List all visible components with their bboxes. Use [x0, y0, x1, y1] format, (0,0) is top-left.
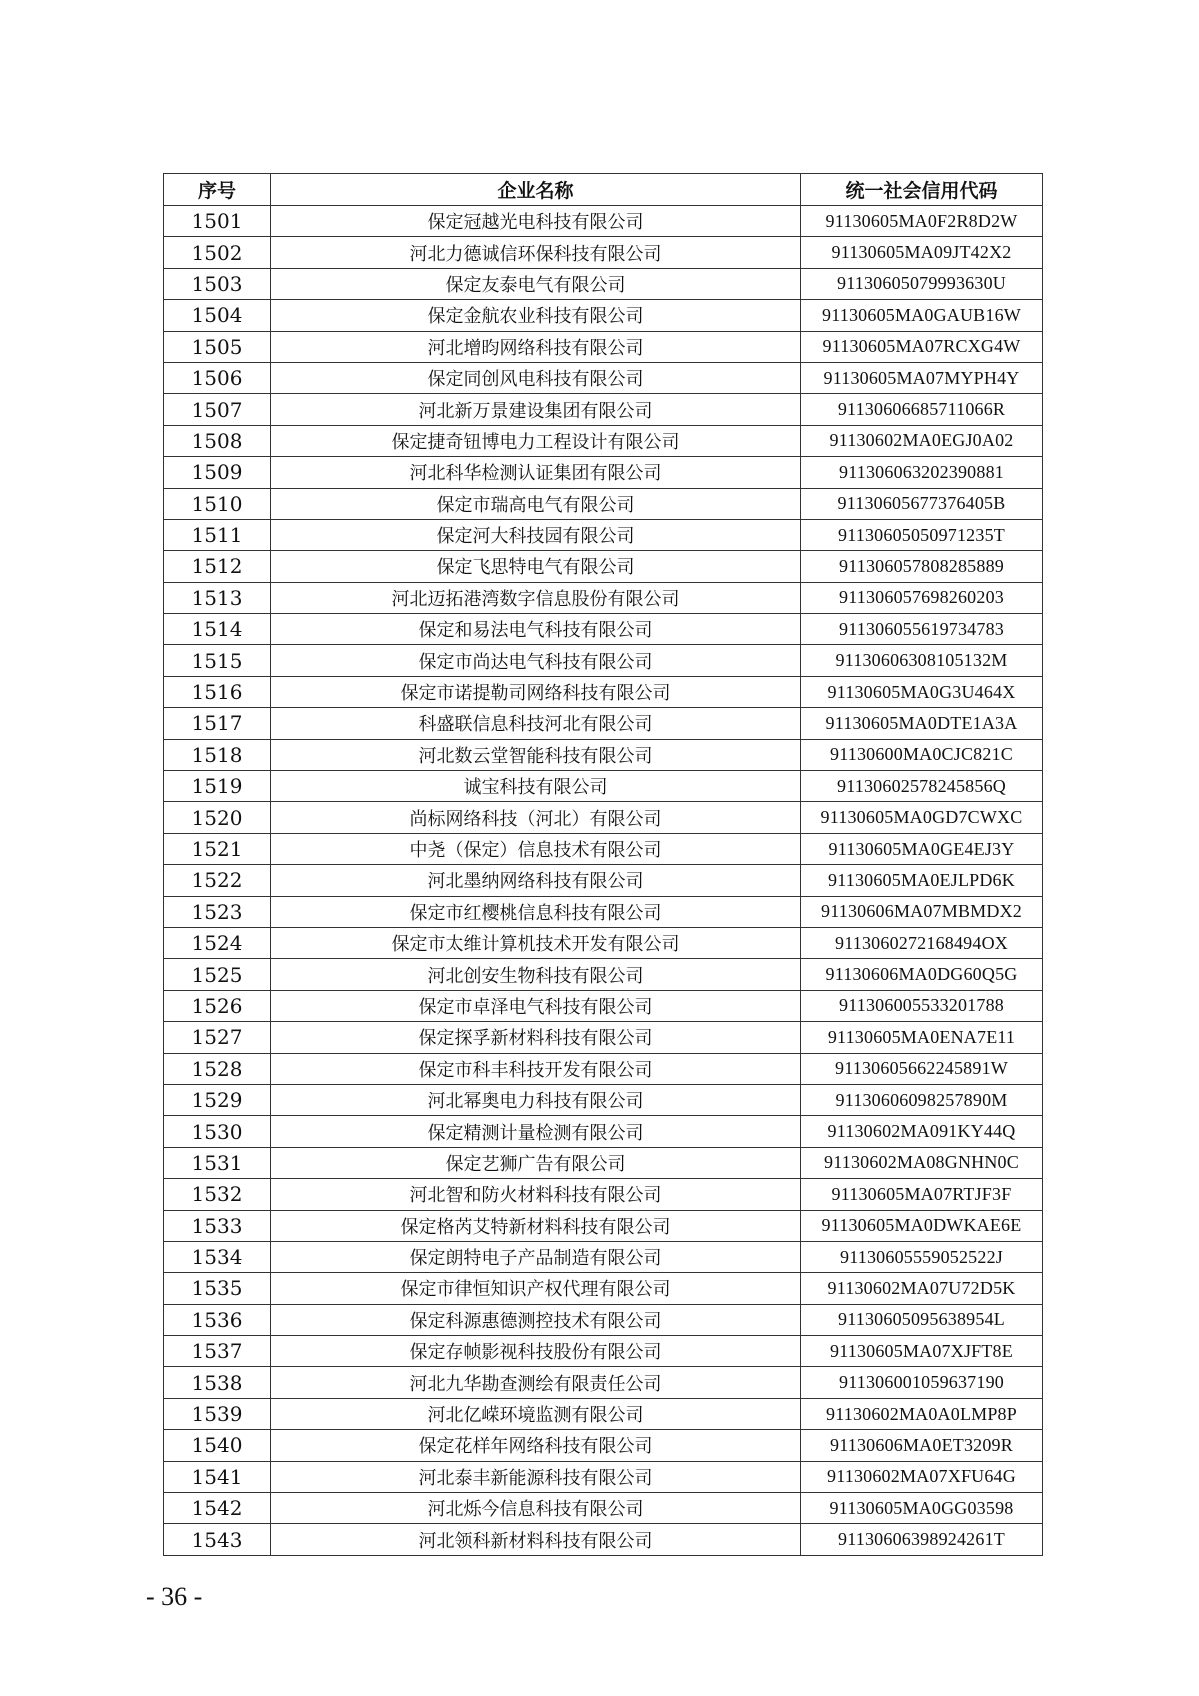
serial-number-cell: 1526 — [164, 990, 271, 1021]
table-row — [164, 1304, 1043, 1335]
table-row — [164, 1493, 1043, 1524]
credit-code-cell: 91130605677376405B — [801, 488, 1043, 519]
enterprise-name-cell: 河北九华勘查测绘有限责任公司 — [271, 1367, 801, 1398]
enterprise-name-cell: 保定科源惠德测控技术有限公司 — [271, 1304, 801, 1335]
table-row — [164, 1241, 1043, 1272]
table-row — [164, 457, 1043, 488]
serial-number-cell: 1540 — [164, 1430, 271, 1461]
serial-number-cell: 1529 — [164, 1084, 271, 1115]
serial-number-cell: 1525 — [164, 959, 271, 990]
serial-number-cell: 1531 — [164, 1147, 271, 1178]
header-credit-code: 统一社会信用代码 — [801, 174, 1043, 206]
credit-code-cell: 91130605MA07RTJF3F — [801, 1179, 1043, 1210]
serial-number-cell: 1541 — [164, 1461, 271, 1492]
enterprise-name-cell: 河北科华检测认证集团有限公司 — [271, 457, 801, 488]
table-row — [164, 1430, 1043, 1461]
enterprise-name-cell: 保定市诺提勒司网络科技有限公司 — [271, 676, 801, 707]
credit-code-cell: 91130602MA07XFU64G — [801, 1461, 1043, 1492]
serial-number-cell: 1515 — [164, 645, 271, 676]
serial-number-cell: 1518 — [164, 739, 271, 770]
serial-number-cell: 1516 — [164, 676, 271, 707]
enterprise-name-cell: 河北智和防火材料科技有限公司 — [271, 1179, 801, 1210]
serial-number-cell: 1543 — [164, 1524, 271, 1555]
credit-code-cell: 91130605MA0GE4EJ3Y — [801, 833, 1043, 864]
serial-number-cell: 1520 — [164, 802, 271, 833]
serial-number-cell: 1537 — [164, 1336, 271, 1367]
enterprise-name-cell: 河北力德诚信环保科技有限公司 — [271, 237, 801, 268]
credit-code-cell: 91130606685711066R — [801, 394, 1043, 425]
table-row — [164, 206, 1043, 237]
enterprise-name-cell: 保定花样年网络科技有限公司 — [271, 1430, 801, 1461]
credit-code-cell: 91130606398924261T — [801, 1524, 1043, 1555]
serial-number-cell: 1505 — [164, 331, 271, 362]
table-row — [164, 645, 1043, 676]
table-row — [164, 896, 1043, 927]
serial-number-cell: 1507 — [164, 394, 271, 425]
credit-code-cell: 91130602MA0EGJ0A02 — [801, 425, 1043, 456]
credit-code-cell: 911306005533201788 — [801, 990, 1043, 1021]
enterprise-name-cell: 保定金航农业科技有限公司 — [271, 300, 801, 331]
credit-code-cell: 91130602MA091KY44Q — [801, 1116, 1043, 1147]
table-body — [164, 206, 1043, 1556]
table-row — [164, 927, 1043, 958]
credit-code-cell: 91130605050971235T — [801, 519, 1043, 550]
table-row — [164, 300, 1043, 331]
enterprise-name-cell: 保定存帧影视科技股份有限公司 — [271, 1336, 801, 1367]
enterprise-name-cell: 河北新万景建设集团有限公司 — [271, 394, 801, 425]
table-row — [164, 1367, 1043, 1398]
credit-code-cell: 91130605MA0GAUB16W — [801, 300, 1043, 331]
table-row — [164, 1336, 1043, 1367]
serial-number-cell: 1527 — [164, 1022, 271, 1053]
table-row — [164, 802, 1043, 833]
serial-number-cell: 1538 — [164, 1367, 271, 1398]
enterprise-name-cell: 保定飞思特电气有限公司 — [271, 551, 801, 582]
serial-number-cell: 1513 — [164, 582, 271, 613]
enterprise-name-cell: 河北亿嵘环境监测有限公司 — [271, 1398, 801, 1429]
table-row — [164, 582, 1043, 613]
table-row — [164, 237, 1043, 268]
credit-code-cell: 911306057698260203 — [801, 582, 1043, 613]
credit-code-cell: 911306057808285889 — [801, 551, 1043, 582]
serial-number-cell: 1502 — [164, 237, 271, 268]
table-row — [164, 771, 1043, 802]
credit-code-cell: 91130602MA07U72D5K — [801, 1273, 1043, 1304]
credit-code-cell: 9113060272168494OX — [801, 927, 1043, 958]
enterprise-name-cell: 河北创安生物科技有限公司 — [271, 959, 801, 990]
table-row — [164, 708, 1043, 739]
table-row — [164, 1053, 1043, 1084]
enterprise-name-cell: 保定市瑞高电气有限公司 — [271, 488, 801, 519]
serial-number-cell: 1514 — [164, 614, 271, 645]
enterprise-name-cell: 保定和易法电气科技有限公司 — [271, 614, 801, 645]
enterprise-name-cell: 保定市科丰科技开发有限公司 — [271, 1053, 801, 1084]
credit-code-cell: 91130605662245891W — [801, 1053, 1043, 1084]
credit-code-cell: 91130605079993630U — [801, 268, 1043, 299]
table-row — [164, 488, 1043, 519]
serial-number-cell: 1506 — [164, 362, 271, 393]
credit-code-cell: 91130605MA0DWKAE6E — [801, 1210, 1043, 1241]
table-row — [164, 1179, 1043, 1210]
credit-code-cell: 91130606MA0ET3209R — [801, 1430, 1043, 1461]
table-row — [164, 331, 1043, 362]
credit-code-cell: 91130605MA07MYPH4Y — [801, 362, 1043, 393]
serial-number-cell: 1511 — [164, 519, 271, 550]
credit-code-cell: 911306055619734783 — [801, 614, 1043, 645]
table-row — [164, 959, 1043, 990]
table-row — [164, 519, 1043, 550]
enterprise-name-cell: 河北泰丰新能源科技有限公司 — [271, 1461, 801, 1492]
serial-number-cell: 1504 — [164, 300, 271, 331]
table-row — [164, 739, 1043, 770]
enterprise-name-cell: 河北墨纳网络科技有限公司 — [271, 865, 801, 896]
table-row — [164, 362, 1043, 393]
credit-code-cell: 91130605MA09JT42X2 — [801, 237, 1043, 268]
serial-number-cell: 1508 — [164, 425, 271, 456]
enterprise-name-cell: 保定格芮艾特新材料科技有限公司 — [271, 1210, 801, 1241]
table-row — [164, 676, 1043, 707]
table-row — [164, 1022, 1043, 1053]
credit-code-cell: 91130605559052522J — [801, 1241, 1043, 1272]
credit-code-cell: 91130605MA0DTE1A3A — [801, 708, 1043, 739]
enterprise-name-cell: 河北数云堂智能科技有限公司 — [271, 739, 801, 770]
serial-number-cell: 1536 — [164, 1304, 271, 1335]
table-row — [164, 1398, 1043, 1429]
serial-number-cell: 1524 — [164, 927, 271, 958]
table-row — [164, 1524, 1043, 1555]
enterprise-name-cell: 保定探孚新材料科技有限公司 — [271, 1022, 801, 1053]
credit-code-cell: 91130606MA07MBMDX2 — [801, 896, 1043, 927]
enterprise-name-cell: 保定市卓泽电气科技有限公司 — [271, 990, 801, 1021]
serial-number-cell: 1512 — [164, 551, 271, 582]
serial-number-cell: 1517 — [164, 708, 271, 739]
serial-number-cell: 1530 — [164, 1116, 271, 1147]
enterprise-name-cell: 保定河大科技园有限公司 — [271, 519, 801, 550]
table-row — [164, 1084, 1043, 1115]
credit-code-cell: 911306001059637190 — [801, 1367, 1043, 1398]
credit-code-cell: 91130605095638954L — [801, 1304, 1043, 1335]
credit-code-cell: 91130605MA0G3U464X — [801, 676, 1043, 707]
table-row — [164, 268, 1043, 299]
serial-number-cell: 1533 — [164, 1210, 271, 1241]
enterprise-name-cell: 保定冠越光电科技有限公司 — [271, 206, 801, 237]
enterprise-name-cell: 尚标网络科技（河北）有限公司 — [271, 802, 801, 833]
credit-code-cell: 91130605MA07XJFT8E — [801, 1336, 1043, 1367]
enterprise-name-cell: 保定精测计量检测有限公司 — [271, 1116, 801, 1147]
credit-code-cell: 91130605MA0GG03598 — [801, 1493, 1043, 1524]
credit-code-cell: 91130605MA07RCXG4W — [801, 331, 1043, 362]
enterprise-name-cell: 保定艺狮广告有限公司 — [271, 1147, 801, 1178]
page-number: - 36 - — [146, 1582, 203, 1611]
credit-code-cell: 91130605MA0ENA7E11 — [801, 1022, 1043, 1053]
credit-code-cell: 91130602578245856Q — [801, 771, 1043, 802]
enterprise-name-cell: 保定市律恒知识产权代理有限公司 — [271, 1273, 801, 1304]
enterprise-name-cell: 河北增昀网络科技有限公司 — [271, 331, 801, 362]
table-row — [164, 1210, 1043, 1241]
serial-number-cell: 1528 — [164, 1053, 271, 1084]
credit-code-cell: 91130602MA0A0LMP8P — [801, 1398, 1043, 1429]
enterprise-name-cell: 河北烁今信息科技有限公司 — [271, 1493, 801, 1524]
table-row — [164, 865, 1043, 896]
serial-number-cell: 1509 — [164, 457, 271, 488]
table-row — [164, 1116, 1043, 1147]
enterprise-name-cell: 诚宝科技有限公司 — [271, 771, 801, 802]
credit-code-cell: 91130606098257890M — [801, 1084, 1043, 1115]
table-row — [164, 394, 1043, 425]
enterprise-name-cell: 河北迈拓港湾数字信息股份有限公司 — [271, 582, 801, 613]
header-enterprise-name: 企业名称 — [271, 174, 801, 206]
credit-code-cell: 91130606308105132M — [801, 645, 1043, 676]
serial-number-cell: 1532 — [164, 1179, 271, 1210]
table-row — [164, 833, 1043, 864]
enterprise-name-cell: 中尧（保定）信息技术有限公司 — [271, 833, 801, 864]
serial-number-cell: 1522 — [164, 865, 271, 896]
serial-number-cell: 1523 — [164, 896, 271, 927]
enterprise-name-cell: 保定同创风电科技有限公司 — [271, 362, 801, 393]
credit-code-cell: 91130605MA0GD7CWXC — [801, 802, 1043, 833]
enterprise-name-cell: 科盛联信息科技河北有限公司 — [271, 708, 801, 739]
credit-code-cell: 91130602MA08GNHN0C — [801, 1147, 1043, 1178]
enterprise-name-cell: 保定市红樱桃信息科技有限公司 — [271, 896, 801, 927]
credit-code-cell: 91130606MA0DG60Q5G — [801, 959, 1043, 990]
header-serial-number: 序号 — [164, 174, 271, 206]
credit-code-cell: 91130605MA0EJLPD6K — [801, 865, 1043, 896]
credit-code-cell: 91130600MA0CJC821C — [801, 739, 1043, 770]
enterprise-name-cell: 保定朗特电子产品制造有限公司 — [271, 1241, 801, 1272]
serial-number-cell: 1534 — [164, 1241, 271, 1272]
serial-number-cell: 1521 — [164, 833, 271, 864]
enterprise-name-cell: 河北幂奥电力科技有限公司 — [271, 1084, 801, 1115]
serial-number-cell: 1501 — [164, 206, 271, 237]
enterprise-name-cell: 河北领科新材料科技有限公司 — [271, 1524, 801, 1555]
serial-number-cell: 1539 — [164, 1398, 271, 1429]
table-row — [164, 614, 1043, 645]
credit-code-cell: 91130605MA0F2R8D2W — [801, 206, 1043, 237]
serial-number-cell: 1542 — [164, 1493, 271, 1524]
table-row — [164, 1273, 1043, 1304]
serial-number-cell: 1519 — [164, 771, 271, 802]
table-row — [164, 425, 1043, 456]
enterprise-name-cell: 保定捷奇钮博电力工程设计有限公司 — [271, 425, 801, 456]
enterprise-name-cell: 保定友泰电气有限公司 — [271, 268, 801, 299]
serial-number-cell: 1535 — [164, 1273, 271, 1304]
serial-number-cell: 1510 — [164, 488, 271, 519]
table-row — [164, 1461, 1043, 1492]
enterprise-table — [163, 173, 1043, 1556]
serial-number-cell: 1503 — [164, 268, 271, 299]
table-header-row — [164, 174, 1043, 206]
credit-code-cell: 911306063202390881 — [801, 457, 1043, 488]
table-row — [164, 1147, 1043, 1178]
table-row — [164, 990, 1043, 1021]
enterprise-name-cell: 保定市尚达电气科技有限公司 — [271, 645, 801, 676]
enterprise-name-cell: 保定市太维计算机技术开发有限公司 — [271, 927, 801, 958]
table-row — [164, 551, 1043, 582]
